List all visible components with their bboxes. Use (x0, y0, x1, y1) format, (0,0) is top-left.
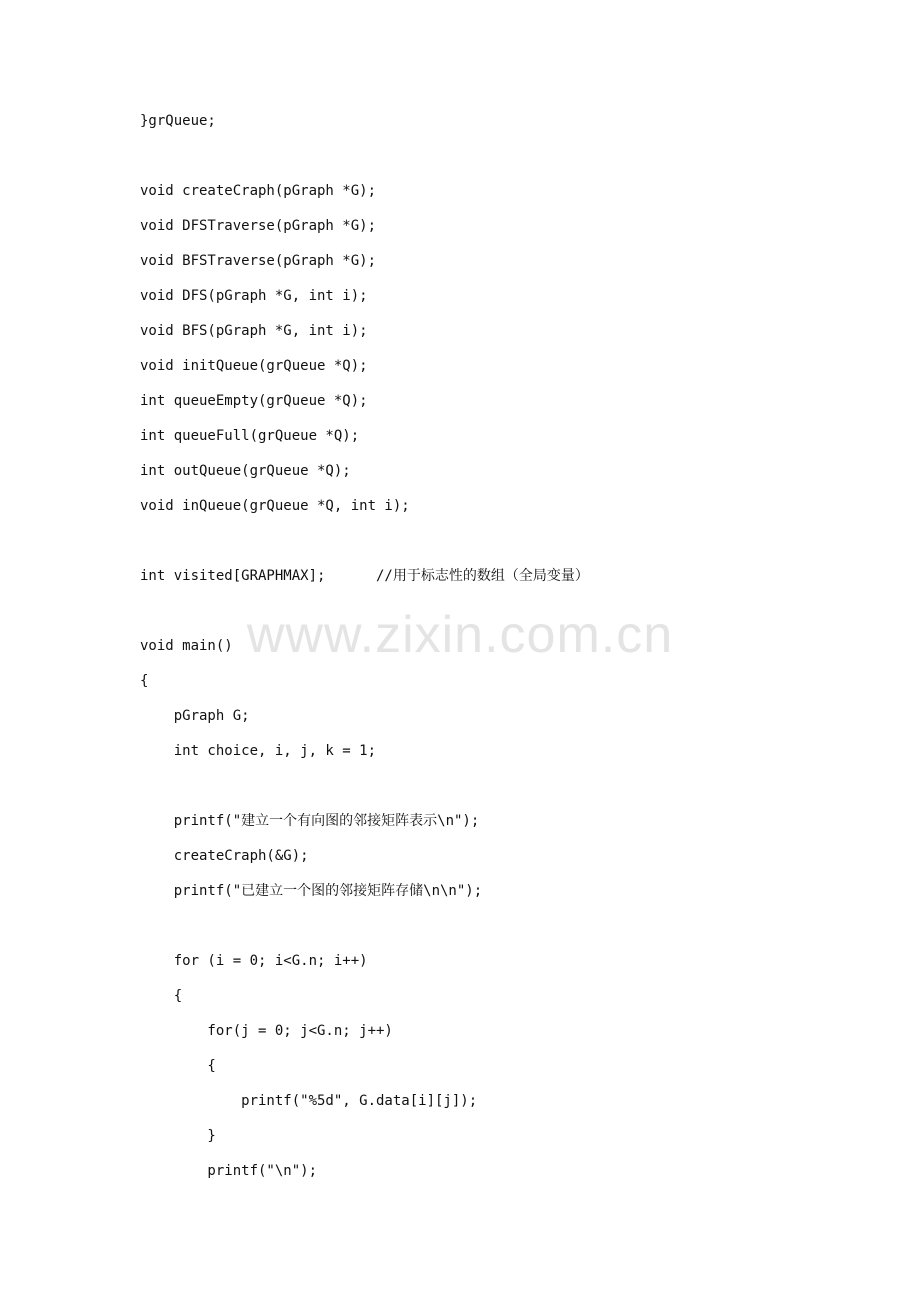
code-line: void main() (140, 638, 233, 654)
code-line: void DFSTraverse(pGraph *G); (140, 218, 377, 234)
code-line (140, 524, 589, 559)
code-line (140, 594, 589, 629)
code-line: void BFSTraverse(pGraph *G); (140, 253, 377, 269)
code-line: int queueFull(grQueue *Q); (140, 428, 360, 444)
code-line: for (i = 0; i<G.n; i++) (140, 953, 368, 969)
code-line: printf("%5d", G.data[i][j]); (140, 1093, 478, 1109)
code-line: void DFS(pGraph *G, int i); (140, 288, 368, 304)
code-line: { (140, 988, 183, 1004)
code-line: void BFS(pGraph *G, int i); (140, 323, 368, 339)
code-line: }grQueue; (140, 113, 216, 129)
code-line: printf("\n"); (140, 1163, 318, 1179)
code-line: printf("建立一个有向图的邻接矩阵表示\n"); (140, 813, 480, 829)
code-line: int choice, i, j, k = 1; (140, 743, 377, 759)
code-line: void createCraph(pGraph *G); (140, 183, 377, 199)
code-block (140, 104, 589, 1189)
code-line (140, 769, 589, 804)
code-line: pGraph G; (140, 708, 250, 724)
code-line: printf("已建立一个图的邻接矩阵存储\n\n"); (140, 883, 483, 899)
code-line: createCraph(&G); (140, 848, 309, 864)
code-line: void inQueue(grQueue *Q, int i); (140, 498, 410, 514)
code-line: { (140, 673, 149, 689)
watermark: www.zixin.com.cn (246, 606, 674, 664)
code-line: int outQueue(grQueue *Q); (140, 463, 351, 479)
code-line (140, 909, 589, 944)
code-line: { (140, 1058, 216, 1074)
code-line (140, 139, 589, 174)
code-line: int visited[GRAPHMAX]; //用于标志性的数组（全局变量） (140, 568, 589, 584)
code-line: } (140, 1128, 216, 1144)
code-line: int queueEmpty(grQueue *Q); (140, 393, 368, 409)
code-line: void initQueue(grQueue *Q); (140, 358, 368, 374)
code-line: for(j = 0; j<G.n; j++) (140, 1023, 393, 1039)
